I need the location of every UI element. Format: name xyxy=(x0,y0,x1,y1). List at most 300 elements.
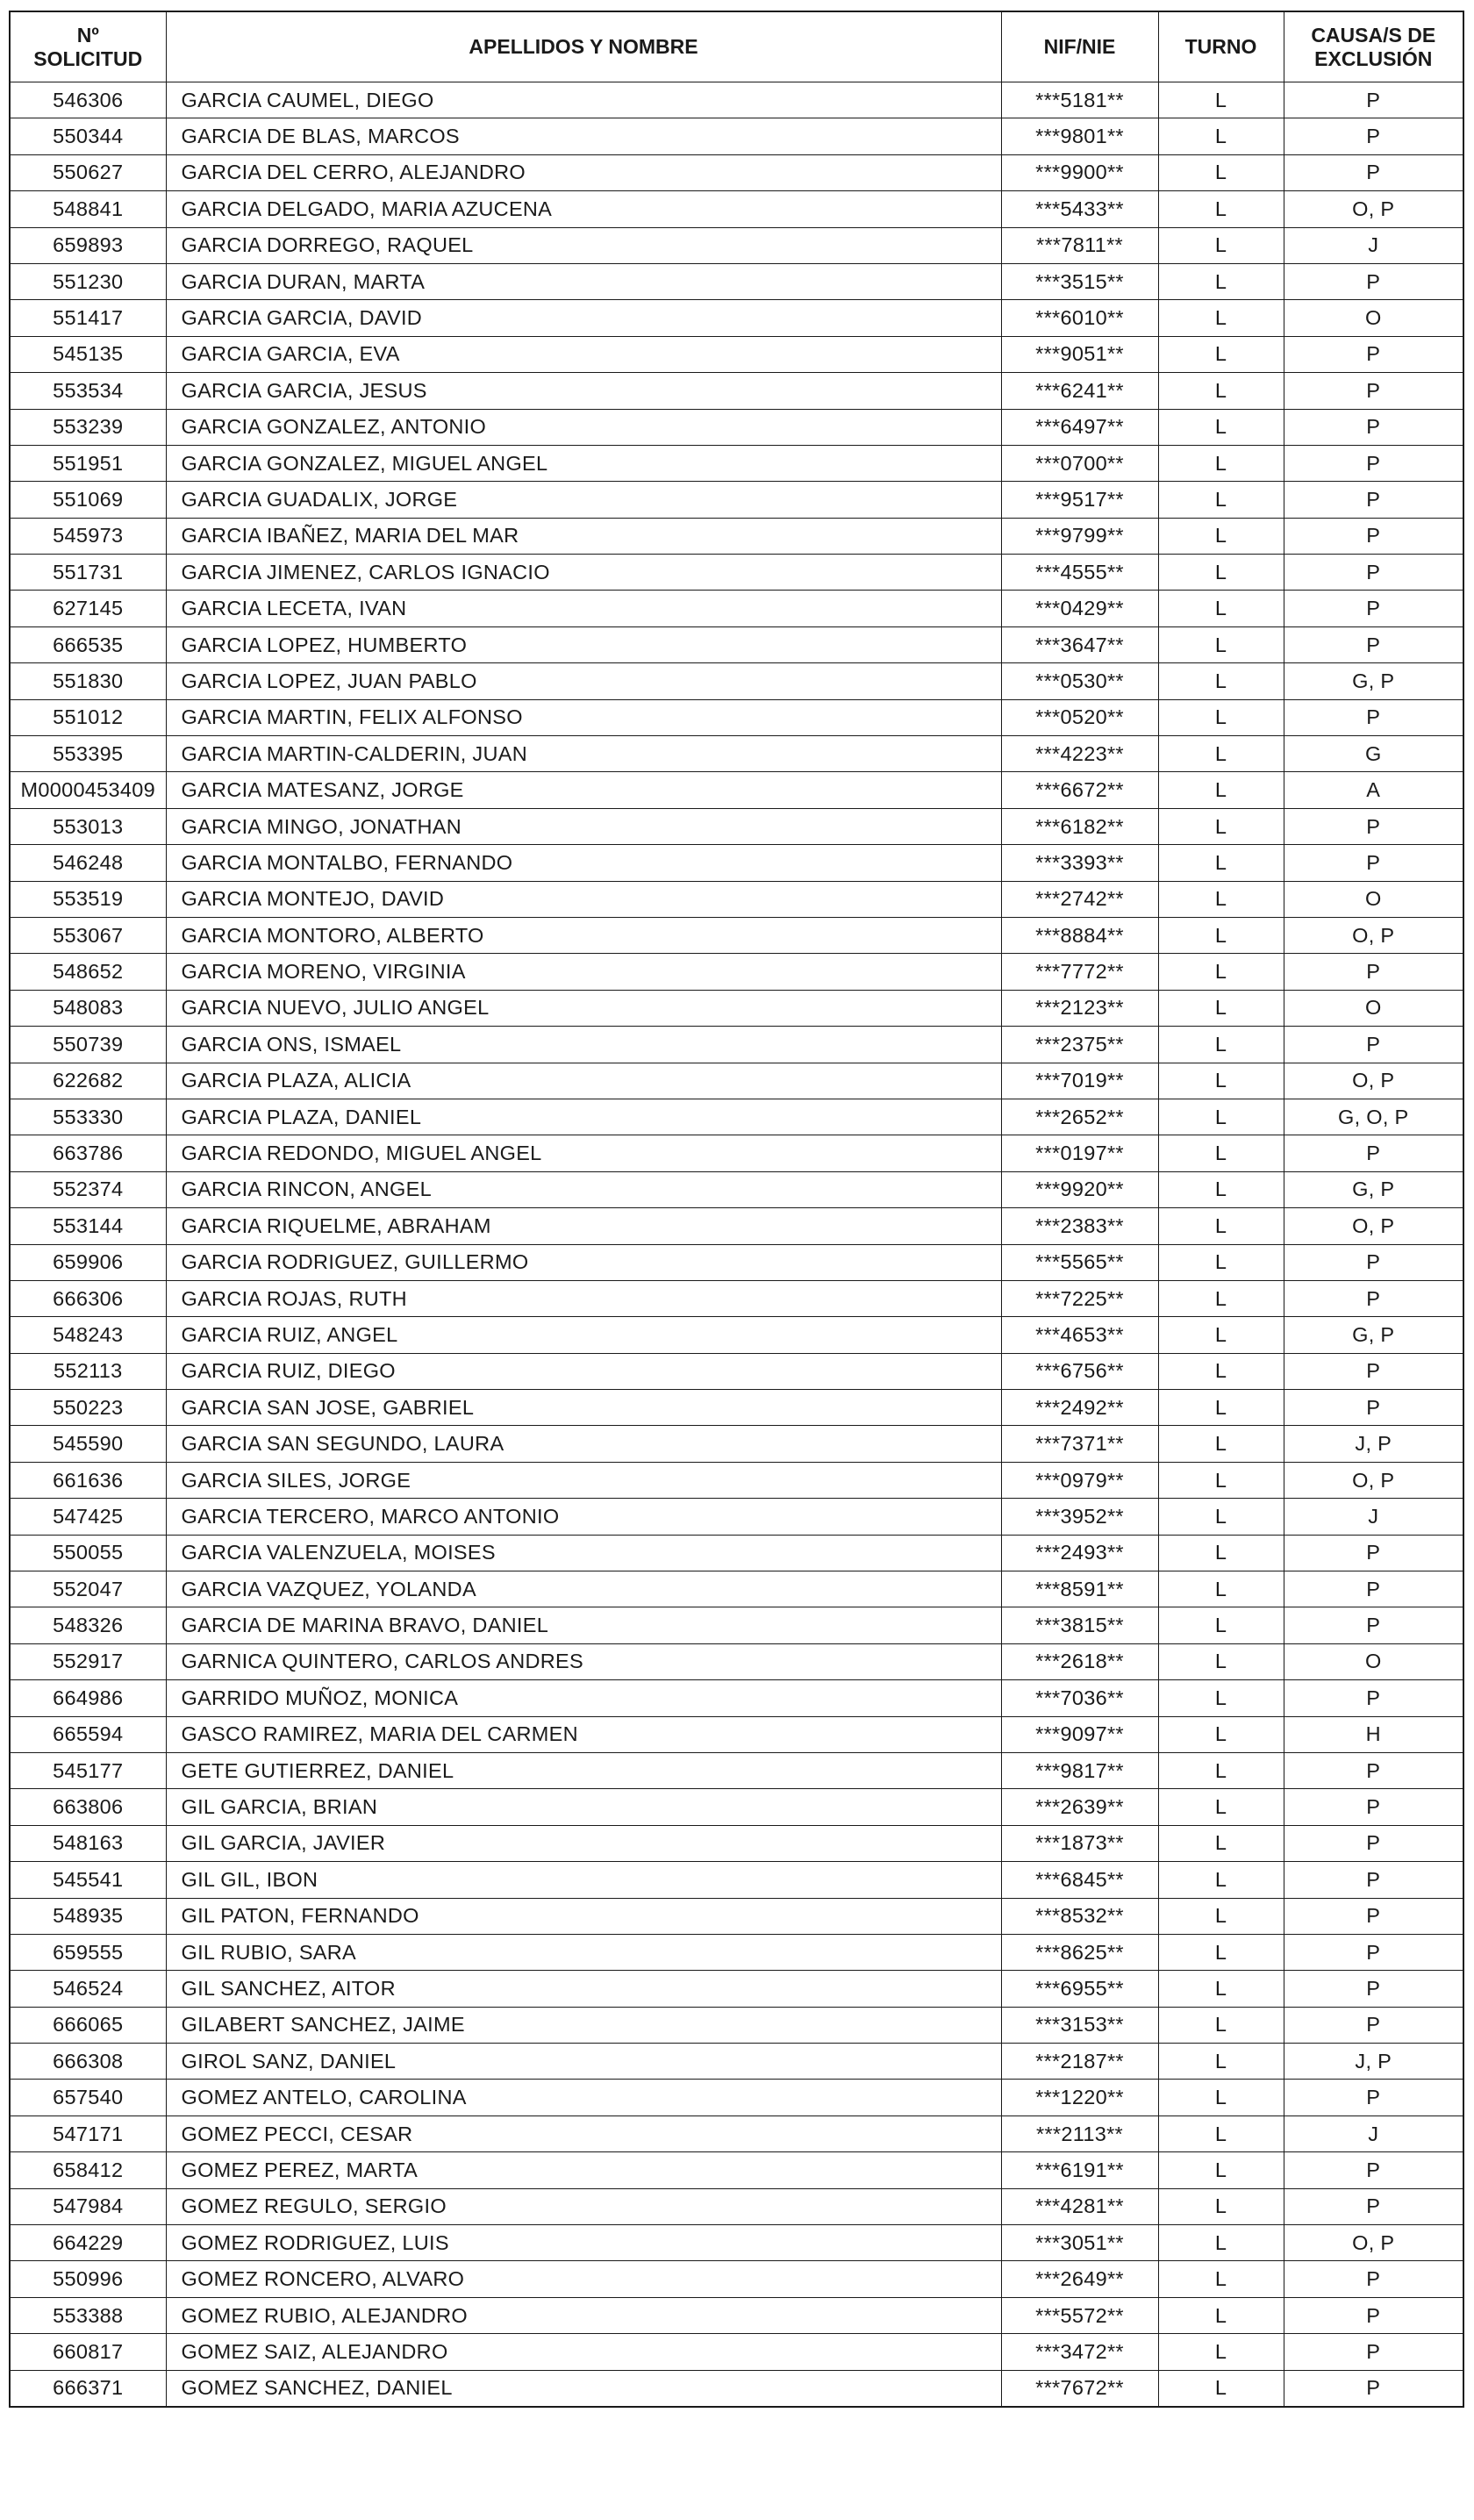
cell-turno: L xyxy=(1158,1971,1284,2007)
cell-solicitud: 666308 xyxy=(10,2044,166,2080)
cell-nif-nie: ***7019** xyxy=(1001,1063,1158,1099)
cell-nif-nie: ***3515** xyxy=(1001,263,1158,299)
cell-solicitud: 664986 xyxy=(10,1680,166,1716)
cell-turno: L xyxy=(1158,1825,1284,1861)
cell-apellidos-nombre: GARCIA GUADALIX, JORGE xyxy=(166,482,1001,518)
cell-nif-nie: ***0979** xyxy=(1001,1462,1158,1498)
cell-solicitud: 548083 xyxy=(10,990,166,1026)
cell-turno: L xyxy=(1158,1099,1284,1135)
table-row xyxy=(10,191,1463,227)
cell-solicitud: 551069 xyxy=(10,482,166,518)
cell-causa-exclusion: P xyxy=(1284,1680,1463,1716)
cell-turno: L xyxy=(1158,808,1284,844)
cell-solicitud: 622682 xyxy=(10,1063,166,1099)
cell-nif-nie: ***6756** xyxy=(1001,1353,1158,1389)
cell-turno: L xyxy=(1158,626,1284,662)
table-row xyxy=(10,445,1463,481)
cell-turno: L xyxy=(1158,1789,1284,1825)
cell-solicitud: 551951 xyxy=(10,445,166,481)
cell-causa-exclusion: P xyxy=(1284,1280,1463,1316)
table-row xyxy=(10,1752,1463,1788)
cell-apellidos-nombre: GARCIA MONTEJO, DAVID xyxy=(166,881,1001,917)
cell-solicitud: 546248 xyxy=(10,845,166,881)
cell-turno: L xyxy=(1158,699,1284,735)
cell-apellidos-nombre: GOMEZ PECCI, CESAR xyxy=(166,2116,1001,2151)
cell-causa-exclusion: P xyxy=(1284,154,1463,190)
cell-apellidos-nombre: GARCIA RODRIGUEZ, GUILLERMO xyxy=(166,1244,1001,1280)
cell-turno: L xyxy=(1158,2152,1284,2188)
cell-turno: L xyxy=(1158,2261,1284,2297)
cell-solicitud: 545541 xyxy=(10,1862,166,1898)
cell-turno: L xyxy=(1158,2334,1284,2370)
cell-solicitud: 659906 xyxy=(10,1244,166,1280)
cell-nif-nie: ***2618** xyxy=(1001,1643,1158,1679)
cell-apellidos-nombre: GARCIA VAZQUEZ, YOLANDA xyxy=(166,1571,1001,1607)
cell-nif-nie: ***2649** xyxy=(1001,2261,1158,2297)
cell-causa-exclusion: P xyxy=(1284,1934,1463,1970)
cell-nif-nie: ***8884** xyxy=(1001,917,1158,953)
cell-turno: L xyxy=(1158,954,1284,990)
cell-solicitud: 547425 xyxy=(10,1499,166,1535)
cell-turno: L xyxy=(1158,881,1284,917)
table-row xyxy=(10,2225,1463,2261)
cell-apellidos-nombre: GARCIA IBAÑEZ, MARIA DEL MAR xyxy=(166,518,1001,554)
cell-turno: L xyxy=(1158,1353,1284,1389)
cell-causa-exclusion: P xyxy=(1284,2007,1463,2043)
table-row xyxy=(10,82,1463,118)
cell-solicitud: 666065 xyxy=(10,2007,166,2043)
cell-solicitud: 548652 xyxy=(10,954,166,990)
cell-turno: L xyxy=(1158,1426,1284,1462)
cell-turno: L xyxy=(1158,2297,1284,2333)
cell-nif-nie: ***6845** xyxy=(1001,1862,1158,1898)
cell-causa-exclusion: A xyxy=(1284,772,1463,808)
table-row xyxy=(10,1462,1463,1498)
table-row xyxy=(10,954,1463,990)
cell-solicitud: 552374 xyxy=(10,1171,166,1207)
cell-solicitud: 553395 xyxy=(10,736,166,772)
cell-solicitud: 548326 xyxy=(10,1607,166,1643)
cell-turno: L xyxy=(1158,1607,1284,1643)
cell-turno: L xyxy=(1158,1752,1284,1788)
cell-apellidos-nombre: GARCIA GARCIA, JESUS xyxy=(166,373,1001,409)
cell-nif-nie: ***9920** xyxy=(1001,1171,1158,1207)
cell-causa-exclusion: P xyxy=(1284,336,1463,372)
cell-turno: L xyxy=(1158,1643,1284,1679)
cell-apellidos-nombre: GOMEZ RONCERO, ALVARO xyxy=(166,2261,1001,2297)
cell-nif-nie: ***7225** xyxy=(1001,1280,1158,1316)
table-row xyxy=(10,2044,1463,2080)
cell-solicitud: 553330 xyxy=(10,1099,166,1135)
cell-nif-nie: ***3647** xyxy=(1001,626,1158,662)
cell-nif-nie: ***5433** xyxy=(1001,191,1158,227)
cell-solicitud: 545590 xyxy=(10,1426,166,1462)
cell-nif-nie: ***7772** xyxy=(1001,954,1158,990)
cell-solicitud: 553534 xyxy=(10,373,166,409)
cell-apellidos-nombre: GARCIA GARCIA, EVA xyxy=(166,336,1001,372)
cell-nif-nie: ***8532** xyxy=(1001,1898,1158,1934)
cell-solicitud: 627145 xyxy=(10,591,166,626)
cell-solicitud: 551230 xyxy=(10,263,166,299)
cell-turno: L xyxy=(1158,1716,1284,1752)
cell-causa-exclusion: O, P xyxy=(1284,191,1463,227)
cell-nif-nie: ***3815** xyxy=(1001,1607,1158,1643)
header-row xyxy=(10,11,1463,82)
cell-turno: L xyxy=(1158,1862,1284,1898)
cell-solicitud: 658412 xyxy=(10,2152,166,2188)
table-row xyxy=(10,1934,1463,1970)
table-row xyxy=(10,300,1463,336)
cell-solicitud: 657540 xyxy=(10,2080,166,2116)
cell-solicitud: 550739 xyxy=(10,1027,166,1063)
cell-apellidos-nombre: GARCIA GARCIA, DAVID xyxy=(166,300,1001,336)
header-causa-exclusion: CAUSA/S DE EXCLUSIÓN xyxy=(1284,11,1463,82)
cell-nif-nie: ***2492** xyxy=(1001,1390,1158,1426)
cell-turno: L xyxy=(1158,300,1284,336)
cell-turno: L xyxy=(1158,1208,1284,1244)
cell-turno: L xyxy=(1158,772,1284,808)
cell-turno: L xyxy=(1158,1135,1284,1171)
cell-turno: L xyxy=(1158,518,1284,554)
cell-causa-exclusion: P xyxy=(1284,845,1463,881)
cell-nif-nie: ***0520** xyxy=(1001,699,1158,735)
cell-solicitud: 551830 xyxy=(10,663,166,699)
cell-causa-exclusion: H xyxy=(1284,1716,1463,1752)
cell-turno: L xyxy=(1158,445,1284,481)
cell-causa-exclusion: G, O, P xyxy=(1284,1099,1463,1135)
cell-causa-exclusion: O, P xyxy=(1284,1462,1463,1498)
cell-turno: L xyxy=(1158,409,1284,445)
table-row xyxy=(10,2261,1463,2297)
cell-causa-exclusion: O xyxy=(1284,300,1463,336)
table-row xyxy=(10,118,1463,154)
table-row xyxy=(10,2297,1463,2333)
cell-nif-nie: ***4555** xyxy=(1001,555,1158,591)
cell-apellidos-nombre: GOMEZ REGULO, SERGIO xyxy=(166,2188,1001,2224)
cell-apellidos-nombre: GARCIA RUIZ, ANGEL xyxy=(166,1317,1001,1353)
cell-solicitud: 548935 xyxy=(10,1898,166,1934)
cell-turno: L xyxy=(1158,1462,1284,1498)
cell-nif-nie: ***7672** xyxy=(1001,2370,1158,2407)
cell-causa-exclusion: P xyxy=(1284,445,1463,481)
cell-causa-exclusion: P xyxy=(1284,2334,1463,2370)
cell-turno: L xyxy=(1158,1934,1284,1970)
cell-turno: L xyxy=(1158,336,1284,372)
cell-apellidos-nombre: GARCIA MORENO, VIRGINIA xyxy=(166,954,1001,990)
cell-apellidos-nombre: GARCIA RUIZ, DIEGO xyxy=(166,1353,1001,1389)
cell-apellidos-nombre: GARCIA MARTIN-CALDERIN, JUAN xyxy=(166,736,1001,772)
cell-nif-nie: ***5181** xyxy=(1001,82,1158,118)
table-row xyxy=(10,1063,1463,1099)
cell-apellidos-nombre: GARCIA PLAZA, ALICIA xyxy=(166,1063,1001,1099)
cell-turno: L xyxy=(1158,1535,1284,1571)
cell-nif-nie: ***3472** xyxy=(1001,2334,1158,2370)
table-row xyxy=(10,1353,1463,1389)
cell-solicitud: 550996 xyxy=(10,2261,166,2297)
cell-nif-nie: ***2639** xyxy=(1001,1789,1158,1825)
cell-turno: L xyxy=(1158,1171,1284,1207)
table-row xyxy=(10,154,1463,190)
cell-causa-exclusion: P xyxy=(1284,2188,1463,2224)
cell-solicitud: 659893 xyxy=(10,227,166,263)
cell-solicitud: 550055 xyxy=(10,1535,166,1571)
cell-causa-exclusion: P xyxy=(1284,373,1463,409)
cell-solicitud: 545973 xyxy=(10,518,166,554)
table-row xyxy=(10,1862,1463,1898)
cell-solicitud: M0000453409 xyxy=(10,772,166,808)
cell-apellidos-nombre: GARCIA VALENZUELA, MOISES xyxy=(166,1535,1001,1571)
cell-nif-nie: ***6955** xyxy=(1001,1971,1158,2007)
table-row xyxy=(10,2334,1463,2370)
table-row xyxy=(10,1244,1463,1280)
cell-apellidos-nombre: GARCIA PLAZA, DANIEL xyxy=(166,1099,1001,1135)
cell-apellidos-nombre: GARCIA LECETA, IVAN xyxy=(166,591,1001,626)
cell-causa-exclusion: J xyxy=(1284,2116,1463,2151)
cell-causa-exclusion: P xyxy=(1284,954,1463,990)
cell-causa-exclusion: P xyxy=(1284,1825,1463,1861)
cell-turno: L xyxy=(1158,118,1284,154)
cell-turno: L xyxy=(1158,1280,1284,1316)
cell-nif-nie: ***6497** xyxy=(1001,409,1158,445)
cell-causa-exclusion: P xyxy=(1284,1971,1463,2007)
table-row xyxy=(10,1317,1463,1353)
cell-turno: L xyxy=(1158,2188,1284,2224)
cell-causa-exclusion: J xyxy=(1284,1499,1463,1535)
cell-turno: L xyxy=(1158,154,1284,190)
cell-apellidos-nombre: GARCIA DE BLAS, MARCOS xyxy=(166,118,1001,154)
cell-causa-exclusion: P xyxy=(1284,1571,1463,1607)
cell-turno: L xyxy=(1158,373,1284,409)
cell-apellidos-nombre: GARCIA GONZALEZ, MIGUEL ANGEL xyxy=(166,445,1001,481)
cell-apellidos-nombre: GILABERT SANCHEZ, JAIME xyxy=(166,2007,1001,2043)
cell-nif-nie: ***3051** xyxy=(1001,2225,1158,2261)
cell-causa-exclusion: P xyxy=(1284,118,1463,154)
cell-apellidos-nombre: GARNICA QUINTERO, CARLOS ANDRES xyxy=(166,1643,1001,1679)
cell-apellidos-nombre: GARCIA LOPEZ, HUMBERTO xyxy=(166,626,1001,662)
cell-solicitud: 548243 xyxy=(10,1317,166,1353)
header-turno: TURNO xyxy=(1158,11,1284,82)
cell-causa-exclusion: P xyxy=(1284,409,1463,445)
cell-apellidos-nombre: GARCIA SAN SEGUNDO, LAURA xyxy=(166,1426,1001,1462)
cell-nif-nie: ***2742** xyxy=(1001,881,1158,917)
cell-nif-nie: ***0429** xyxy=(1001,591,1158,626)
cell-causa-exclusion: P xyxy=(1284,1752,1463,1788)
table-row xyxy=(10,1825,1463,1861)
cell-solicitud: 552113 xyxy=(10,1353,166,1389)
cell-turno: L xyxy=(1158,1244,1284,1280)
cell-solicitud: 547171 xyxy=(10,2116,166,2151)
cell-nif-nie: ***2187** xyxy=(1001,2044,1158,2080)
cell-solicitud: 552917 xyxy=(10,1643,166,1679)
cell-solicitud: 546524 xyxy=(10,1971,166,2007)
cell-solicitud: 553067 xyxy=(10,917,166,953)
table-row xyxy=(10,990,1463,1026)
cell-turno: L xyxy=(1158,227,1284,263)
cell-causa-exclusion: O, P xyxy=(1284,2225,1463,2261)
cell-turno: L xyxy=(1158,1390,1284,1426)
cell-solicitud: 666371 xyxy=(10,2370,166,2407)
cell-solicitud: 551731 xyxy=(10,555,166,591)
cell-solicitud: 548841 xyxy=(10,191,166,227)
table-row xyxy=(10,1680,1463,1716)
table-row xyxy=(10,409,1463,445)
table-body xyxy=(10,82,1463,2408)
cell-causa-exclusion: O, P xyxy=(1284,1208,1463,1244)
table-row xyxy=(10,1898,1463,1934)
cell-causa-exclusion: J, P xyxy=(1284,2044,1463,2080)
cell-nif-nie: ***9051** xyxy=(1001,336,1158,372)
cell-apellidos-nombre: GARCIA MATESANZ, JORGE xyxy=(166,772,1001,808)
table-row xyxy=(10,2370,1463,2407)
cell-apellidos-nombre: GARCIA TERCERO, MARCO ANTONIO xyxy=(166,1499,1001,1535)
cell-nif-nie: ***8625** xyxy=(1001,1934,1158,1970)
table-row xyxy=(10,1643,1463,1679)
table-row xyxy=(10,736,1463,772)
cell-turno: L xyxy=(1158,845,1284,881)
cell-turno: L xyxy=(1158,591,1284,626)
cell-solicitud: 666306 xyxy=(10,1280,166,1316)
cell-nif-nie: ***7036** xyxy=(1001,1680,1158,1716)
cell-solicitud: 553144 xyxy=(10,1208,166,1244)
cell-solicitud: 666535 xyxy=(10,626,166,662)
cell-apellidos-nombre: GIL GARCIA, JAVIER xyxy=(166,1825,1001,1861)
header-apellidos-nombre: APELLIDOS Y NOMBRE xyxy=(166,11,1001,82)
cell-turno: L xyxy=(1158,917,1284,953)
cell-nif-nie: ***7371** xyxy=(1001,1426,1158,1462)
cell-apellidos-nombre: GARCIA DE MARINA BRAVO, DANIEL xyxy=(166,1607,1001,1643)
cell-nif-nie: ***7811** xyxy=(1001,227,1158,263)
table-row xyxy=(10,1716,1463,1752)
cell-turno: L xyxy=(1158,990,1284,1026)
cell-turno: L xyxy=(1158,1317,1284,1353)
cell-apellidos-nombre: GOMEZ RODRIGUEZ, LUIS xyxy=(166,2225,1001,2261)
table-row xyxy=(10,699,1463,735)
cell-turno: L xyxy=(1158,263,1284,299)
cell-apellidos-nombre: GETE GUTIERREZ, DANIEL xyxy=(166,1752,1001,1788)
cell-causa-exclusion: P xyxy=(1284,1390,1463,1426)
cell-apellidos-nombre: GARCIA LOPEZ, JUAN PABLO xyxy=(166,663,1001,699)
cell-apellidos-nombre: GIL RUBIO, SARA xyxy=(166,1934,1001,1970)
cell-causa-exclusion: P xyxy=(1284,2370,1463,2407)
cell-causa-exclusion: G, P xyxy=(1284,663,1463,699)
cell-causa-exclusion: P xyxy=(1284,808,1463,844)
cell-solicitud: 550223 xyxy=(10,1390,166,1426)
cell-nif-nie: ***9517** xyxy=(1001,482,1158,518)
table-row xyxy=(10,2007,1463,2043)
cell-solicitud: 550627 xyxy=(10,154,166,190)
cell-apellidos-nombre: GOMEZ ANTELO, CAROLINA xyxy=(166,2080,1001,2116)
table-row xyxy=(10,1171,1463,1207)
cell-causa-exclusion: P xyxy=(1284,2261,1463,2297)
cell-solicitud: 553239 xyxy=(10,409,166,445)
cell-turno: L xyxy=(1158,1063,1284,1099)
cell-causa-exclusion: P xyxy=(1284,2297,1463,2333)
cell-nif-nie: ***6010** xyxy=(1001,300,1158,336)
cell-causa-exclusion: P xyxy=(1284,1353,1463,1389)
cell-nif-nie: ***8591** xyxy=(1001,1571,1158,1607)
cell-apellidos-nombre: GOMEZ RUBIO, ALEJANDRO xyxy=(166,2297,1001,2333)
header-nif-nie: NIF/NIE xyxy=(1001,11,1158,82)
cell-nif-nie: ***9900** xyxy=(1001,154,1158,190)
cell-causa-exclusion: P xyxy=(1284,1607,1463,1643)
cell-apellidos-nombre: GIROL SANZ, DANIEL xyxy=(166,2044,1001,2080)
table-row xyxy=(10,808,1463,844)
cell-nif-nie: ***2123** xyxy=(1001,990,1158,1026)
cell-causa-exclusion: J xyxy=(1284,227,1463,263)
cell-apellidos-nombre: GARCIA NUEVO, JULIO ANGEL xyxy=(166,990,1001,1026)
cell-apellidos-nombre: GARCIA CAUMEL, DIEGO xyxy=(166,82,1001,118)
cell-causa-exclusion: P xyxy=(1284,518,1463,554)
cell-solicitud: 659555 xyxy=(10,1934,166,1970)
cell-causa-exclusion: P xyxy=(1284,263,1463,299)
table-row xyxy=(10,336,1463,372)
cell-apellidos-nombre: GARCIA RINCON, ANGEL xyxy=(166,1171,1001,1207)
cell-nif-nie: ***4223** xyxy=(1001,736,1158,772)
cell-causa-exclusion: P xyxy=(1284,699,1463,735)
cell-causa-exclusion: P xyxy=(1284,1535,1463,1571)
cell-causa-exclusion: O xyxy=(1284,990,1463,1026)
cell-solicitud: 547984 xyxy=(10,2188,166,2224)
table-row xyxy=(10,1789,1463,1825)
table-row xyxy=(10,1280,1463,1316)
cell-causa-exclusion: O xyxy=(1284,1643,1463,1679)
cell-turno: L xyxy=(1158,2370,1284,2407)
table-row xyxy=(10,1208,1463,1244)
cell-turno: L xyxy=(1158,1027,1284,1063)
cell-causa-exclusion: P xyxy=(1284,626,1463,662)
cell-nif-nie: ***6191** xyxy=(1001,2152,1158,2188)
cell-causa-exclusion: P xyxy=(1284,1027,1463,1063)
cell-apellidos-nombre: GOMEZ SANCHEZ, DANIEL xyxy=(166,2370,1001,2407)
cell-solicitud: 665594 xyxy=(10,1716,166,1752)
cell-nif-nie: ***1873** xyxy=(1001,1825,1158,1861)
cell-causa-exclusion: P xyxy=(1284,1898,1463,1934)
cell-nif-nie: ***6182** xyxy=(1001,808,1158,844)
cell-apellidos-nombre: GASCO RAMIREZ, MARIA DEL CARMEN xyxy=(166,1716,1001,1752)
cell-turno: L xyxy=(1158,2044,1284,2080)
cell-causa-exclusion: O, P xyxy=(1284,1063,1463,1099)
cell-turno: L xyxy=(1158,1680,1284,1716)
cell-apellidos-nombre: GARCIA JIMENEZ, CARLOS IGNACIO xyxy=(166,555,1001,591)
table-row xyxy=(10,1390,1463,1426)
cell-apellidos-nombre: GARCIA SILES, JORGE xyxy=(166,1462,1001,1498)
cell-solicitud: 553519 xyxy=(10,881,166,917)
table-row xyxy=(10,2188,1463,2224)
cell-apellidos-nombre: GOMEZ SAIZ, ALEJANDRO xyxy=(166,2334,1001,2370)
cell-nif-nie: ***2383** xyxy=(1001,1208,1158,1244)
cell-solicitud: 546306 xyxy=(10,82,166,118)
cell-turno: L xyxy=(1158,663,1284,699)
cell-apellidos-nombre: GARRIDO MUÑOZ, MONICA xyxy=(166,1680,1001,1716)
cell-nif-nie: ***9817** xyxy=(1001,1752,1158,1788)
table-row xyxy=(10,518,1463,554)
cell-apellidos-nombre: GARCIA SAN JOSE, GABRIEL xyxy=(166,1390,1001,1426)
table-row xyxy=(10,663,1463,699)
cell-apellidos-nombre: GIL PATON, FERNANDO xyxy=(166,1898,1001,1934)
cell-causa-exclusion: P xyxy=(1284,555,1463,591)
cell-turno: L xyxy=(1158,2116,1284,2151)
cell-nif-nie: ***9799** xyxy=(1001,518,1158,554)
cell-causa-exclusion: O, P xyxy=(1284,917,1463,953)
cell-turno: L xyxy=(1158,2225,1284,2261)
cell-causa-exclusion: O xyxy=(1284,881,1463,917)
cell-nif-nie: ***6672** xyxy=(1001,772,1158,808)
cell-solicitud: 548163 xyxy=(10,1825,166,1861)
cell-apellidos-nombre: GARCIA RIQUELME, ABRAHAM xyxy=(166,1208,1001,1244)
cell-solicitud: 664229 xyxy=(10,2225,166,2261)
cell-nif-nie: ***4653** xyxy=(1001,1317,1158,1353)
table-row xyxy=(10,1099,1463,1135)
